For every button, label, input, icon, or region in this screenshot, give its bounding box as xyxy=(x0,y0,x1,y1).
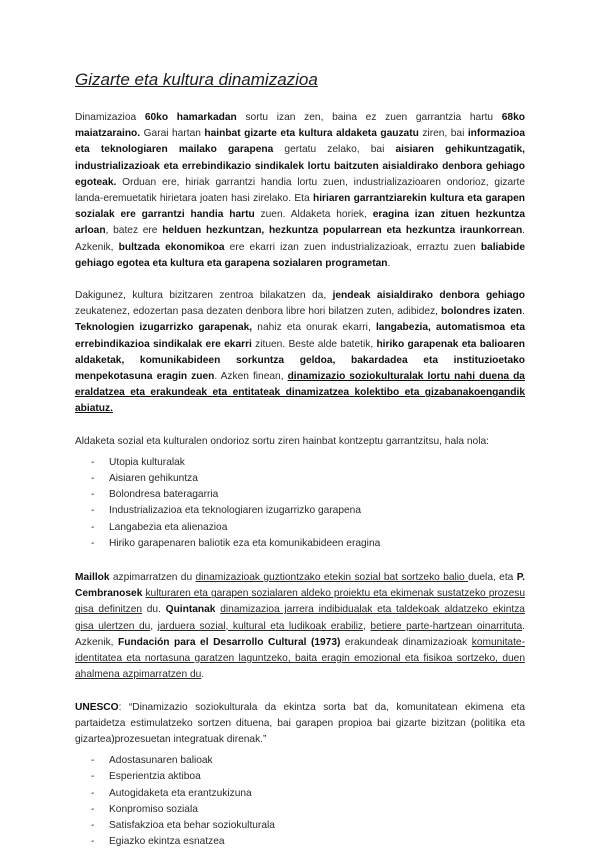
text-run: azpimarratzen du xyxy=(109,572,196,584)
underlined-text: dinamizazioa jarrera indibidualak eta taldekoak aldatzeko ekintza gisa ulertzen du xyxy=(75,604,525,632)
text-run: zituen. Beste alde batetik, xyxy=(251,338,377,350)
text-run: nahiz eta onurak ekarri, xyxy=(252,322,376,334)
bold-text: hainbat gizarte eta kultura aldaketa gauzatu xyxy=(204,128,419,140)
bold-text: baliabide gehiago egotea eta kultura eta garapena sozialaren programetan xyxy=(75,241,525,269)
text-run: . xyxy=(522,306,525,318)
paragraph-authors xyxy=(75,570,525,683)
bold-text: aisiaren gehikuntzagatik, industrializazioak eta errebindikazio sindikalek lortu baitzuten aisialdirako denbora gehiago egoteak. xyxy=(75,144,525,188)
bold-text: hiriaren garrantziarekin kultura eta garapen sozialak ere garrantzi handia hartu xyxy=(75,193,525,221)
bold-text: Fundación para el Desarrollo Cultural (1973) xyxy=(118,636,341,648)
list-item: - Industrializazioa eta teknologiaren izugarrizko garapena xyxy=(91,503,525,519)
list-item: - Esperientzia aktiboa xyxy=(91,769,525,785)
text-run: ere ekarri izan zuen industrializazioak, erraztu zuen xyxy=(224,241,481,253)
text-run: Dinamizazioa xyxy=(75,112,145,123)
text-run: sortu izan zen, baina ez zuen garrantzia hartu xyxy=(236,112,502,123)
text-run: . Azken finean, xyxy=(214,371,288,383)
list-item: - Bolondresa bateragarria xyxy=(91,487,525,503)
underlined-text: jarduera sozial, kultural eta ludikoak erabiliz xyxy=(157,620,364,632)
text-run: zuen. Aldaketa horiek, xyxy=(254,209,373,221)
bold-text: hiriko garapenak eta balioaren aldaketak, komunikabideen sorkuntza geldoa, bakardadea eta instituzioetako menpekotasuna eragin zuen xyxy=(75,338,525,383)
list-item: - Langabezia eta alienazioa xyxy=(91,520,525,536)
text-run: Dakigunez, kultura bizitzaren zentroa bilakatzen da, xyxy=(75,290,333,302)
bold-text: langabezia, automatismoa eta errebindikazioa sindikalak ere ekarri xyxy=(75,322,525,350)
text-run: , xyxy=(363,620,371,632)
bold-text: 68ko maiatzaraino. xyxy=(75,112,525,140)
bold-text: 60ko hamarkadan xyxy=(144,112,237,123)
bold-text: jendeak aisialdirako denbora gehiago xyxy=(332,290,525,302)
text-run: . Azkenik, xyxy=(75,620,525,648)
underlined-text: betiere parte-hartzean oinarrituta xyxy=(370,620,523,632)
bold-text: Quintanak xyxy=(165,604,216,616)
bold-text: bultzada ekonomikoa xyxy=(118,241,225,253)
text-run: du. xyxy=(142,604,166,616)
text-run: . xyxy=(387,257,391,269)
bold-text: eragina izan zituen hezkuntza arloan xyxy=(75,209,525,237)
text-run: zeukatenez, edozertan pasa dezaten denbora libre hori bilatzen zuten, adibidez, xyxy=(75,306,442,318)
text-run: Orduan ere, hiriak garrantzi handia lortu zuen, industrializazioaren ondorioz, gizarte landa-eremuetatik hirietara joaten hasi zirelako. Eta xyxy=(75,176,525,205)
text-run: : “Dinamizazio soziokulturala da ekintza sorta bat da, komunitatean ekimena eta partaidetza estimulatzeko sortzen dituena, bai garapen propioa bai gizarte bizitzan (politika eta gizartea)prozesuetan integratuak direnak.” xyxy=(75,701,525,745)
bold-underlined-text: dinamizazio soziokulturalak lortu nahi duena da eraldatzea eta erakundeak eta entitateak dinamizatzea kolektibo eta gizabanakoengandik abiatuz. xyxy=(75,371,525,415)
text-run: gertatu zelako, bai xyxy=(273,144,396,156)
paragraph-history xyxy=(75,110,525,272)
text-run: erakundeak dinamizazioak xyxy=(340,636,472,648)
paragraph-culture xyxy=(75,288,525,418)
bold-text: P. Cembranosek xyxy=(75,572,525,600)
bold-text: informazioa eta teknologiaren mailako garapena xyxy=(75,128,525,156)
underlined-text: komunitate-identitatea eta nortasuna garatzen laguntzeko, baita eragin emozional eta fisikoa sortzeko, duen ahalmena azpimarratzen du xyxy=(75,636,525,681)
text-run: . xyxy=(201,669,205,681)
list-item: - Egiazko ekintza esnatzea xyxy=(91,834,525,850)
text-run: , xyxy=(150,620,158,632)
concepts-list xyxy=(75,455,525,552)
list-item: - Utopia kulturalak xyxy=(91,455,525,471)
list-item: - Hiriko garapenaren baliotik eza eta komunikabideen eragina xyxy=(91,536,525,552)
list-item: - Konpromiso soziala xyxy=(91,802,525,818)
document-title: Gizarte eta kultura dinamizazioa xyxy=(75,70,318,89)
bold-text: helduen hezkuntzan, hezkuntza popularrean eta hezkuntza iraunkorrean xyxy=(162,225,523,237)
list-item: - Autogidaketa eta erantzukizuna xyxy=(91,786,525,802)
text-run: duela, eta xyxy=(468,572,517,584)
values-list xyxy=(75,753,525,850)
underlined-text: dinamizazioak guztiontzako etekin sozial bat sortzeko balio xyxy=(195,572,469,584)
bold-text: Teknologien izugarrizko garapenak, xyxy=(75,322,253,334)
text-run: ziren, bai xyxy=(418,128,468,140)
text-run: , batez ere xyxy=(105,225,163,237)
bold-text: Maillok xyxy=(75,572,110,584)
text-run: . Azkenik, xyxy=(75,225,526,253)
list-item: - Aisiaren gehikuntza xyxy=(91,471,525,487)
list-item: - Satisfakzioa eta behar soziokulturala xyxy=(91,818,525,834)
paragraph-unesco xyxy=(75,700,525,749)
text-run: Garai hartan xyxy=(140,128,205,140)
bold-text: bolondres izaten xyxy=(441,306,523,318)
underlined-text: kulturaren eta garapen sozialaren aldeko proiektu eta ekimenak sustatzeko prozesu gisa definitzen xyxy=(75,588,525,616)
list-item: - Adostasunaren balioak xyxy=(91,753,525,769)
bold-text: UNESCO xyxy=(75,701,119,713)
paragraph-concepts-intro: Aldaketa sozial eta kulturalen ondorioz sortu ziren hainbat kontzeptu garrantzitsu, hala nola: xyxy=(75,435,489,447)
